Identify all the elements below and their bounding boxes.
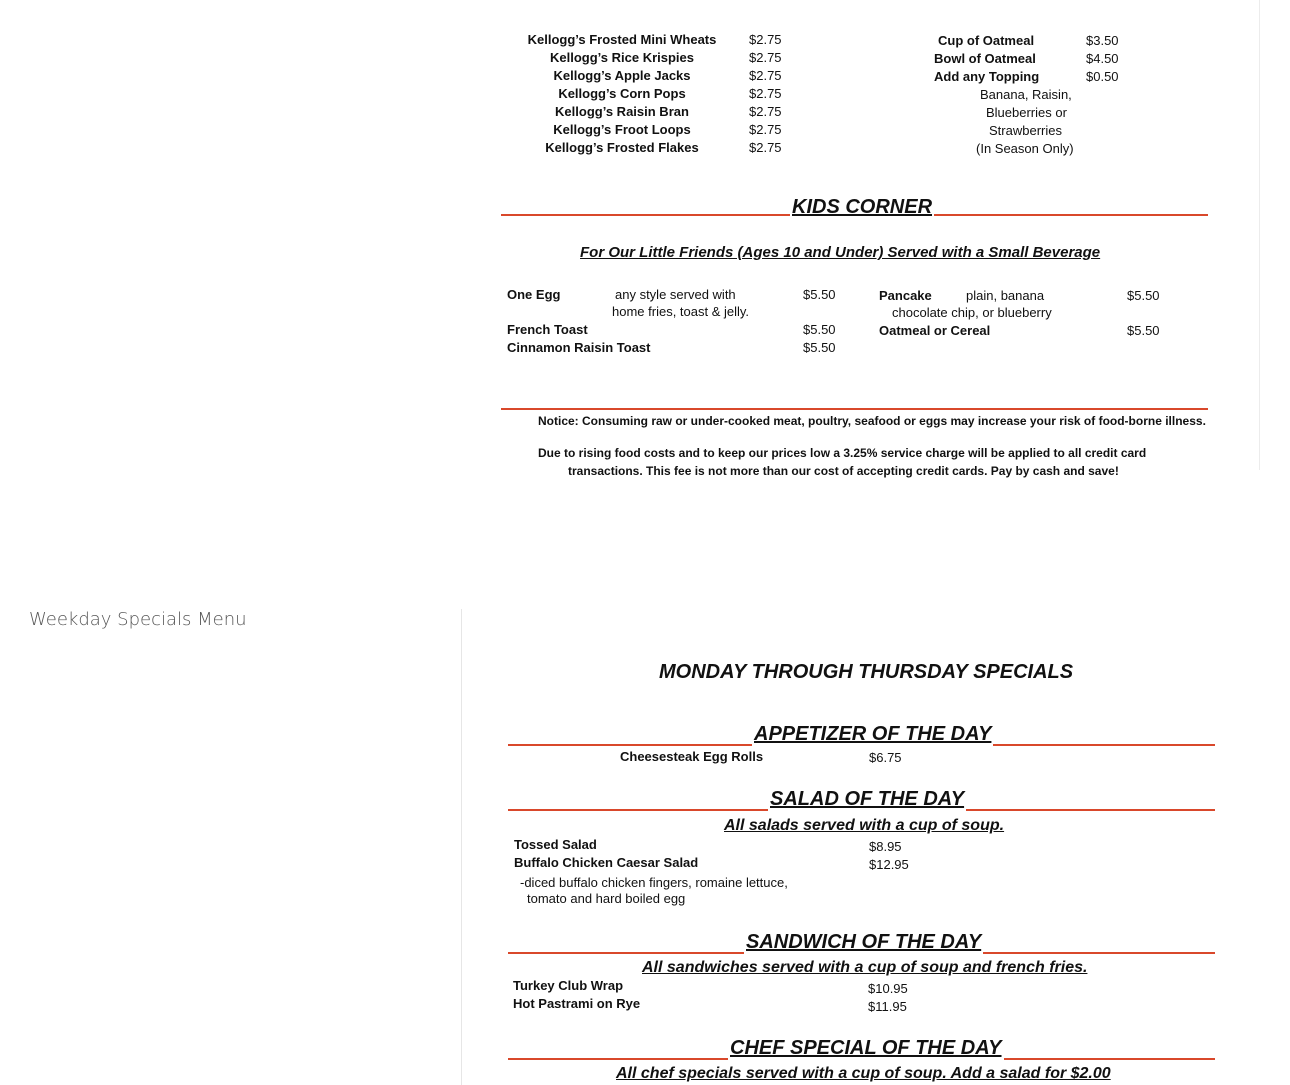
kids-item-desc: plain, banana xyxy=(966,288,1045,303)
oatmeal-item-name: Bowl of Oatmeal xyxy=(934,51,1036,66)
salad-item-desc: tomato and hard boiled egg xyxy=(527,891,686,906)
salad-item-price: $8.95 xyxy=(869,839,902,854)
kids-item-name: One Egg xyxy=(507,287,561,302)
kids-item-name: Oatmeal or Cereal xyxy=(879,323,991,338)
cereal-item-price: $2.75 xyxy=(749,86,782,101)
sandwich-item-name: Hot Pastrami on Rye xyxy=(513,996,641,1011)
sandwich-item-price: $11.95 xyxy=(868,999,907,1014)
image-caption: Weekday Specials Menu xyxy=(29,609,247,630)
oatmeal-item-price: $0.50 xyxy=(1086,69,1119,84)
sandwich-item-name: Turkey Club Wrap xyxy=(513,978,624,993)
cereal-item-price: $2.75 xyxy=(749,32,782,47)
sandwich-title: SANDWICH OF THE DAY xyxy=(746,931,982,953)
kids-corner-title: KIDS CORNER xyxy=(792,196,933,218)
oatmeal-item-name: Cup of Oatmeal xyxy=(938,33,1035,48)
cereal-item-name: Kellogg’s Raisin Bran xyxy=(555,104,689,119)
kids-item-price: $5.50 xyxy=(803,287,836,302)
oatmeal-item-price: $3.50 xyxy=(1086,33,1119,48)
kids-item-name: French Toast xyxy=(507,322,588,337)
kids-corner-subtitle: For Our Little Friends (Ages 10 and Under) Served with a Small Beverage xyxy=(580,244,1101,261)
cereal-item-price: $2.75 xyxy=(749,122,782,137)
topping-note: Strawberries xyxy=(989,123,1062,138)
topping-note: (In Season Only) xyxy=(976,141,1074,156)
salad-item-desc: -diced buffalo chicken fingers, romaine lettuce, xyxy=(520,875,788,890)
salad-title: SALAD OF THE DAY xyxy=(770,788,965,810)
cereal-item-name: Kellogg’s Frosted Flakes xyxy=(545,140,699,155)
appetizer-item-name: Cheesesteak Egg Rolls xyxy=(620,749,764,764)
kids-item-price: $5.50 xyxy=(1127,323,1160,338)
sandwich-subtitle: All sandwiches served with a cup of soup and french fries. xyxy=(642,959,1088,976)
kids-item-desc: chocolate chip, or blueberry xyxy=(892,305,1052,320)
cereal-item-price: $2.75 xyxy=(749,68,782,83)
food-safety-notice: Notice: Consuming raw or under-cooked meat, poultry, seafood or eggs may increase your risk of food-borne illness. xyxy=(538,414,1206,428)
salad-item-price: $12.95 xyxy=(869,857,909,872)
cereal-item-name: Kellogg’s Corn Pops xyxy=(558,86,686,101)
cereal-item-price: $2.75 xyxy=(749,104,782,119)
oatmeal-item-price: $4.50 xyxy=(1086,51,1119,66)
cereal-item-name: Kellogg’s Froot Loops xyxy=(553,122,691,137)
appetizer-title: APPETIZER OF THE DAY xyxy=(754,723,992,745)
kids-item-price: $5.50 xyxy=(803,322,836,337)
service-charge-notice-line1: Due to rising food costs and to keep our prices low a 3.25% service charge will be applied to all credit card xyxy=(538,446,1147,460)
chef-special-subtitle: All chef specials served with a cup of soup. Add a salad for $2.00 xyxy=(616,1065,1111,1082)
topping-note: Banana, Raisin, xyxy=(980,87,1072,102)
cereal-item-name: Kellogg’s Apple Jacks xyxy=(553,68,691,83)
breakfast-menu-image xyxy=(462,0,1259,560)
kids-item-name: Pancake xyxy=(879,288,932,303)
weekday-specials-menu-image xyxy=(462,640,1259,1085)
kids-item-name: Cinnamon Raisin Toast xyxy=(507,340,651,355)
cereal-item-price: $2.75 xyxy=(749,50,782,65)
kids-item-price: $5.50 xyxy=(1127,288,1160,303)
cereal-item-name: Kellogg’s Rice Krispies xyxy=(549,50,694,65)
cereal-item-name: Kellogg’s Frosted Mini Wheats xyxy=(527,32,717,47)
notice-divider-line xyxy=(501,408,1208,410)
appetizer-item-price: $6.75 xyxy=(869,750,902,765)
oatmeal-item-name: Add any Topping xyxy=(934,69,1040,84)
image-edge xyxy=(1259,0,1260,470)
topping-note: Blueberries or xyxy=(986,105,1067,120)
kids-item-desc: any style served with xyxy=(615,287,736,302)
kids-item-desc: home fries, toast & jelly. xyxy=(612,304,750,319)
salad-item-name: Buffalo Chicken Caesar Salad xyxy=(514,855,699,870)
kids-item-price: $5.50 xyxy=(803,340,836,355)
salad-subtitle: All salads served with a cup of soup. xyxy=(724,817,1005,834)
chef-special-title: CHEF SPECIAL OF THE DAY xyxy=(730,1037,1002,1059)
specials-heading: MONDAY THROUGH THURSDAY SPECIALS xyxy=(659,661,1074,683)
service-charge-notice-line2: transactions. This fee is not more than our cost of accepting credit cards. Pay by cash and save! xyxy=(568,464,1119,478)
sandwich-item-price: $10.95 xyxy=(868,981,908,996)
salad-item-name: Tossed Salad xyxy=(514,837,597,852)
cereal-item-price: $2.75 xyxy=(749,140,782,155)
